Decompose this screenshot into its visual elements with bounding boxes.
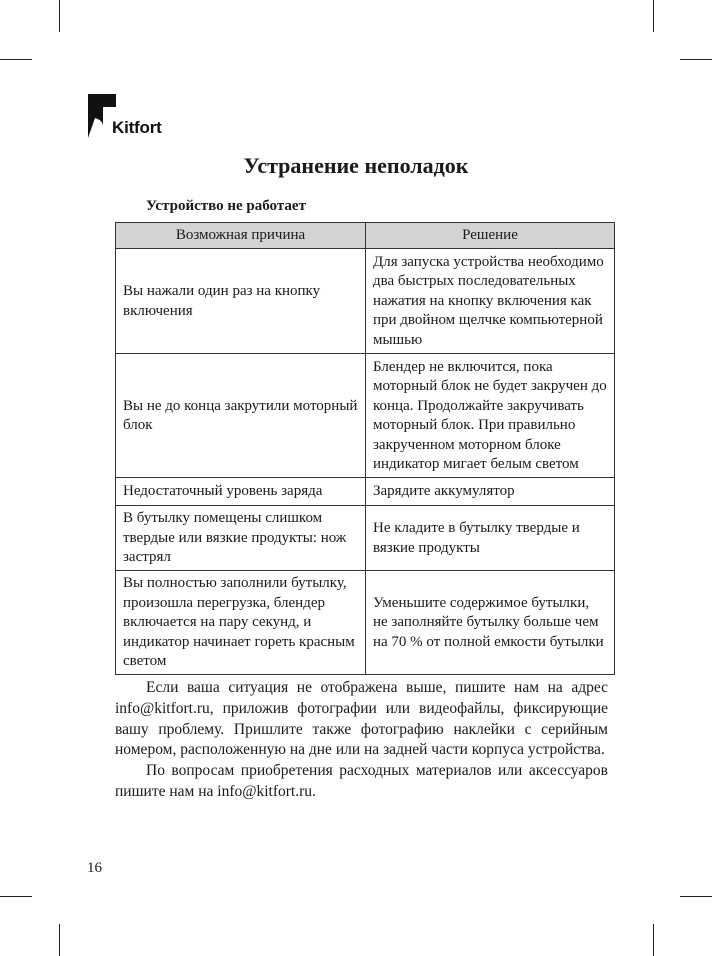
table-row <box>116 354 615 478</box>
crop-mark <box>680 59 712 60</box>
crop-mark <box>59 924 60 956</box>
table-row <box>116 249 615 354</box>
cause-cell: Вы полностью заполнили бутылку, произошла перегрузка, блендер включается на пару секунд, и индикатор начинает гореть красным светом <box>116 571 366 675</box>
crop-mark <box>680 896 712 897</box>
cause-cell: В бутылку помещены слишком твердые или вязкие продукты: нож застрял <box>116 506 366 571</box>
crop-mark <box>59 0 60 32</box>
crop-mark <box>0 896 32 897</box>
column-header-cause: Возможная причина <box>116 223 366 249</box>
crop-mark <box>653 0 654 32</box>
brand-logo <box>86 94 186 138</box>
cause-cell: Вы не до конца закрутили моторный блок <box>116 354 366 478</box>
table-row <box>116 506 615 571</box>
section-title: Устройство не работает <box>146 198 306 214</box>
brand-name: Kitfort <box>112 118 162 137</box>
contact-info-text <box>115 678 608 803</box>
solution-cell: Зарядите аккумулятор <box>366 478 615 506</box>
paragraph: Если ваша ситуация не отображена выше, пишите нам на адрес info@kitfort.ru, приложив фотографии или видеофайлы, фиксирующие вашу проблему. Пришлите также фотографию наклейки с серийным номером, расположенную на дне или на задней части корпуса устройства. <box>115 679 608 759</box>
column-header-solution: Решение <box>366 223 615 249</box>
troubleshooting-table <box>115 222 615 675</box>
table-header-row <box>116 223 615 249</box>
cause-cell: Недостаточный уровень заряда <box>116 478 366 506</box>
crop-mark <box>653 924 654 956</box>
table-row <box>116 571 615 675</box>
solution-cell: Блендер не включится, пока моторный блок не будет закручен до конца. Продолжайте закручивать моторный блок. При правильно закрученном моторном блоке индикатор мигает белым светом <box>366 354 615 478</box>
crop-mark <box>0 59 32 60</box>
page-number: 16 <box>87 860 102 876</box>
solution-cell: Не кладите в бутылку твердые и вязкие продукты <box>366 506 615 571</box>
paragraph: По вопросам приобретения расходных материалов или аксессуаров пишите нам на info@kitfort.ru. <box>115 762 608 800</box>
table-row <box>116 478 615 506</box>
solution-cell: Уменьшите содержимое бутылки, не заполняйте бутылку больше чем на 70 % от полной емкости бутылки <box>366 571 615 675</box>
cause-cell: Вы нажали один раз на кнопку включения <box>116 249 366 354</box>
page-title: Устранение неполадок <box>243 153 469 178</box>
solution-cell: Для запуска устройства необходимо два быстрых последовательных нажатия на кнопку включения как при двойном щелчке компьютерной мышью <box>366 249 615 354</box>
